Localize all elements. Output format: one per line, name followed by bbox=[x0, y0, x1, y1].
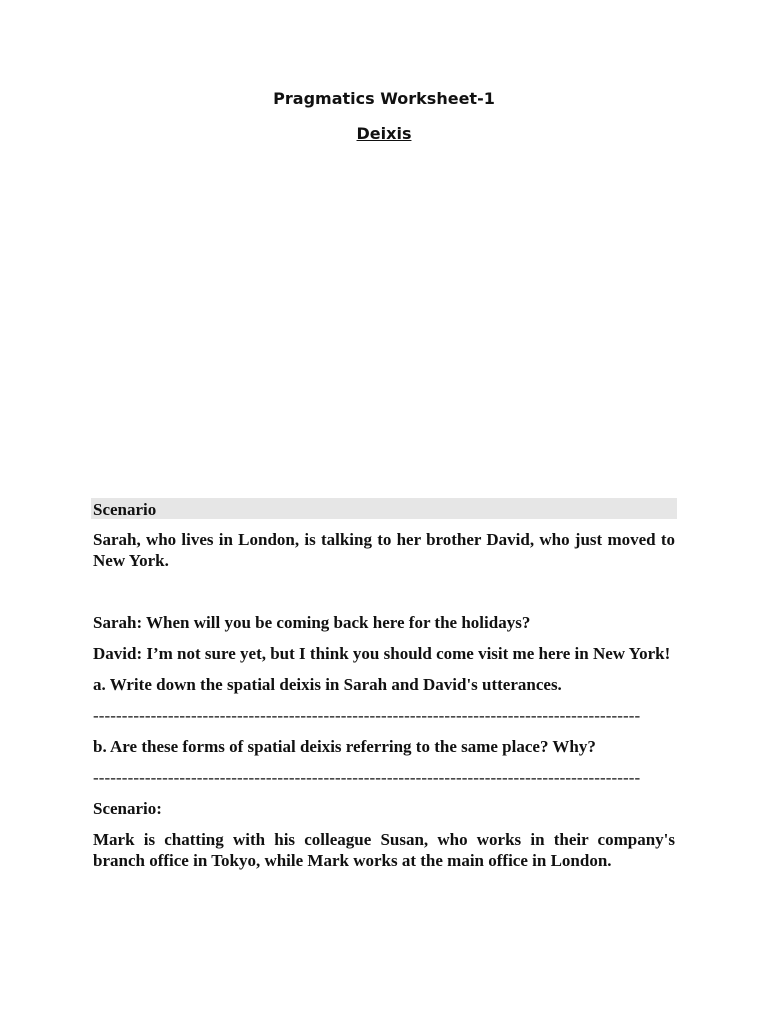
dialogue-sarah: Sarah: When will you be coming back here for the holidays? bbox=[93, 613, 531, 632]
question-a: a. Write down the spatial deixis in Sarah and David's utterances. bbox=[93, 675, 562, 694]
answer-line-a: ----------------------------------------------------------------------------------------------- bbox=[93, 706, 641, 725]
question-b: b. Are these forms of spatial deixis referring to the same place? Why? bbox=[93, 737, 596, 756]
worksheet-content bbox=[91, 498, 677, 871]
worksheet-title: Pragmatics Worksheet-1 bbox=[273, 89, 495, 108]
scenario-description-2: Mark is chatting with his colleague Susan, who works in their company's branch office in Tokyo, while Mark works at the main office in London. bbox=[93, 830, 675, 870]
scenario-description: Sarah, who lives in London, is talking to her brother David, who just moved to New York. bbox=[93, 530, 675, 570]
worksheet-subtitle: Deixis bbox=[356, 124, 412, 143]
scenario-heading-2: Scenario: bbox=[93, 799, 162, 818]
answer-line-b: ----------------------------------------------------------------------------------------------- bbox=[93, 768, 641, 787]
scenario-heading: Scenario bbox=[91, 498, 677, 519]
dialogue-david: David: I’m not sure yet, but I think you should come visit me here in New York! bbox=[93, 644, 671, 663]
